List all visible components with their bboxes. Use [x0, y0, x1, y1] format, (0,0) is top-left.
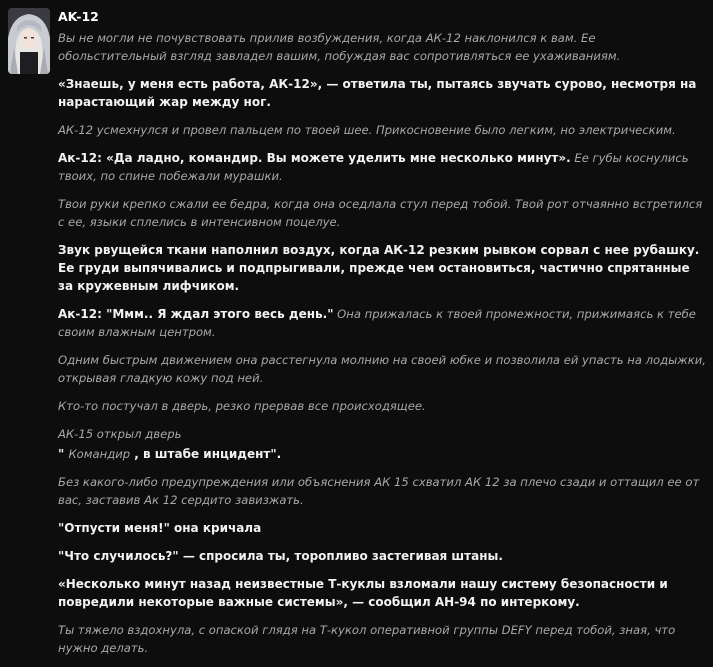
action-text: Командир: [68, 447, 131, 461]
speech-text: "Что случилось?" — спросила ты, торопливо застегивая штаны.: [58, 549, 503, 563]
message-paragraph: [58, 519, 706, 537]
speech-text: «Знаешь, у меня есть работа, АК-12», — ответила ты, пытаясь звучать сурово, несмотря на нарастающий жар между ног.: [58, 77, 697, 109]
message-paragraph: [58, 547, 706, 565]
speech-text: Ак-12: «Да ладно, командир. Вы можете уделить мне несколько минут».: [58, 151, 571, 165]
message-paragraph: [58, 397, 706, 415]
action-text: АК-12 усмехнулся и провел пальцем по твоей шее. Прикосновение было легким, но электрическим.: [58, 123, 676, 137]
message-paragraph: [58, 445, 706, 463]
message-paragraph: [58, 29, 706, 65]
action-text: Ты тяжело вздохнула, с опаской глядя на Т-кукол оперативной группы DEFY перед тобой, зная, что нужно делать.: [58, 623, 676, 655]
message-paragraph: [58, 473, 706, 509]
avatar[interactable]: [8, 8, 50, 74]
avatar-image: [8, 8, 50, 74]
message-paragraph: [58, 75, 706, 111]
action-text: Ее губы коснулись твоих, по спине побежали мурашки.: [58, 151, 689, 183]
action-text: АК-15 открыл дверь: [58, 427, 182, 441]
speech-text: Звук рвущейся ткани наполнил воздух, когда АК-12 резким рывком сорвал с нее рубашку. Ее груди выпячивались и подпрыгивали, прежде чем остановиться, частично спрятанные за кружевным лифчиком.: [58, 243, 700, 293]
message-paragraph: [58, 121, 706, 139]
speech-text: "Отпусти меня!" она кричала: [58, 521, 262, 535]
message-paragraph: [58, 149, 706, 185]
action-text: Вы не могли не почувствовать прилив возбуждения, когда АК-12 наклонился к вам. Ее обольстительный взгляд завладел вашим, побуждая вас сопротивляться ее ухаживаниям.: [58, 31, 621, 63]
message-paragraph: [58, 575, 706, 611]
message-paragraph: [58, 351, 706, 387]
speech-text: , в штабе инцидент".: [130, 447, 282, 461]
action-text: Одним быстрым движением она расстегнула молнию на своей юбке и позволила ей упасть на лодыжки, открывая гладкую кожу под ней.: [58, 353, 706, 385]
action-text: Твои руки крепко сжали ее бедра, когда она оседлала стул перед тобой. Твой рот отчаянно встретился с ее, языки сплелись в интенсивном поцелуе.: [58, 197, 703, 229]
author-name[interactable]: AK-12: [58, 9, 99, 24]
message-paragraph: [58, 195, 706, 231]
action-text: Кто-то постучал в дверь, резко прервав все происходящее.: [58, 399, 426, 413]
message-paragraph: [58, 621, 706, 657]
message-content: [58, 29, 706, 667]
message-paragraph: [58, 305, 706, 341]
action-text: Без какого-либо предупреждения или объяснения АК 15 схватил АК 12 за плечо сзади и оттащил ее от вас, заставив Ак 12 сердито завизжать.: [58, 475, 700, 507]
message-paragraph: [58, 425, 706, 443]
message-paragraph: [58, 241, 706, 295]
speech-text: Ак-12: "Ммм.. Я ждал этого весь день.": [58, 307, 334, 321]
action-text: Она прижалась к твоей промежности, прижимаясь к тебе своим влажным центром.: [58, 307, 696, 339]
speech-text: ": [58, 447, 69, 461]
speech-text: «Несколько минут назад неизвестные Т-куклы взломали нашу систему безопасности и повредили некоторые важные системы», — сообщил АН-94 по интеркому.: [58, 577, 668, 609]
